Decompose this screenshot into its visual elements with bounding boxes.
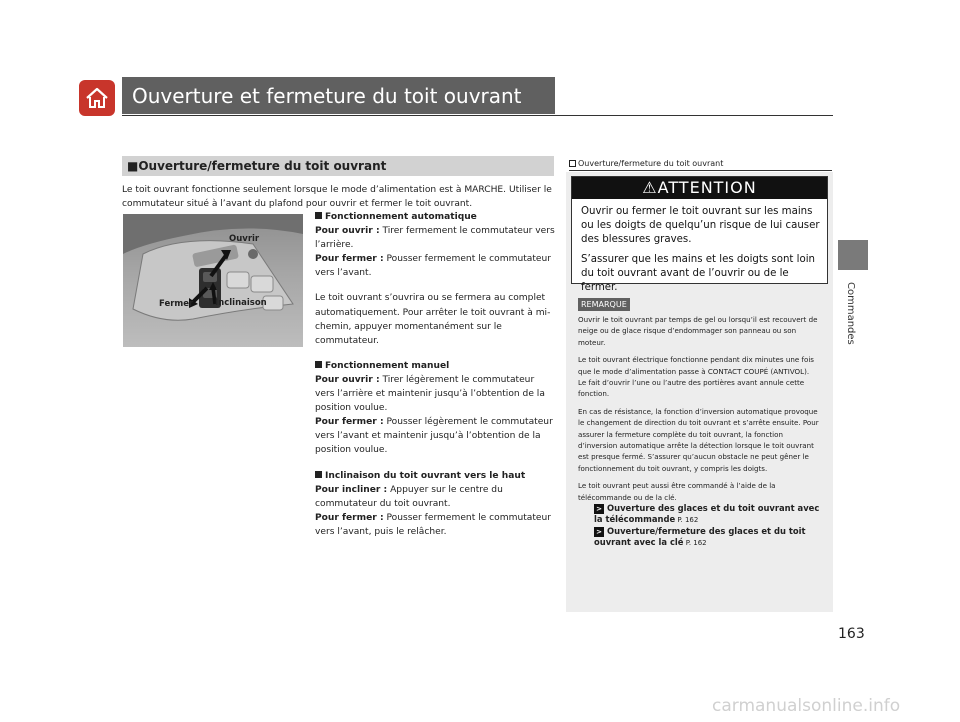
tilt-close-label: Pour fermer : (315, 512, 384, 523)
auto-close-label: Pour fermer : (315, 254, 384, 265)
auto-stop: Le toit ouvrant s’ouvrira ou se fermera au complet automatiquement. Pour arrêter le toit ouvrant à mi-chemin, appuyer momentanément sur le commutateur. (315, 293, 551, 346)
square-bullet-icon (315, 361, 322, 368)
warning-box (571, 176, 828, 293)
xref-remote[interactable] (578, 503, 824, 526)
square-bullet-icon (315, 212, 322, 219)
section-intro: Le toit ouvrant fonctionne seulement lorsque le mode d’alimentation est à MARCHE. Utiliser le commutateur situé à l’avant du plafond pour ouvrir et fermer le toit ouvrant. (122, 185, 552, 209)
home-icon (85, 87, 109, 109)
chapter-tab[interactable] (838, 240, 868, 270)
remark-paragraph-2a: Le toit ouvrant électrique fonctionne pendant dix minutes une fois que le mode d’alimentation passe à CONTACT COUPÉ (ANTIVOL). (578, 355, 814, 376)
remark-paragraph-3: En cas de résistance, la fonction d’inversion automatique provoque le changement de direction du toit ouvrant et s’arrête ensuite. Pour assurer la fermeture complète du toit ouvrant, la fonction d’inversion automatique arrête la détection lorsque le toit ouvrant est presque fermé. S’assurer qu’aucun obstacle ne peut gêner le fonctionnement du toit ouvrant, y compris les doigts. (578, 406, 819, 473)
warning-bar (572, 177, 827, 199)
label-close: Fermer (159, 299, 194, 309)
label-open: Ouvrir (229, 234, 260, 244)
note-header-text: Ouverture/fermeture du toit ouvrant (578, 159, 724, 168)
note-rule (569, 170, 832, 171)
auto-close (315, 252, 555, 280)
instructions-column (315, 210, 555, 539)
manual-open (315, 373, 555, 415)
title-rule (122, 115, 833, 116)
square-bullet-icon: ■ (127, 159, 139, 173)
note-header (569, 158, 832, 170)
xref-key-page: P. 162 (683, 539, 707, 548)
xref-key-text: Ouverture/fermeture des glaces et du toit ouvrant avec la clé (594, 526, 806, 548)
remark-tag: REMARQUE (578, 298, 630, 311)
manual-close-text: Pousser légèrement le commutateur vers l’avant et maintenir jusqu’à l’obtention de la position voulue. (315, 417, 553, 456)
tilt-close (315, 511, 555, 539)
auto-open-text: Tirer fermement le commutateur vers l’arrière. (315, 226, 555, 251)
manual-title (315, 359, 555, 373)
warning-paragraph-2: S’assurer que les mains et les doigts sont loin du toit ouvrant avant de l’ouvrir ou de le fermer. (581, 254, 816, 293)
chapter-label: Commandes (845, 282, 856, 345)
sunroof-switch-photo (123, 214, 303, 347)
square-bullet-icon (315, 471, 322, 478)
tilt-close-text: Pousser fermement le commutateur vers l’avant, puis le relâcher. (315, 512, 552, 537)
page-number: 163 (838, 626, 865, 642)
tilt-up-label: Pour incliner : (315, 484, 388, 495)
label-tilt: Inclinaison (215, 298, 267, 308)
arrow-right-icon: > (594, 504, 604, 514)
warning-paragraph-1: Ouvrir ou fermer le toit ouvrant sur les mains ou les doigts de quelqu’un risque de lui causer des blessures graves. (581, 206, 820, 245)
tilt-title (315, 469, 555, 483)
auto-close-text: Pousser fermement le commutateur vers l’avant. (315, 254, 552, 279)
switch-illustration (123, 214, 303, 347)
watermark: carmanualsonline.info (712, 696, 901, 716)
auto-open (315, 224, 555, 252)
section-heading-text: Ouverture/fermeture du toit ouvrant (138, 159, 387, 173)
manual-open-text: Tirer légèrement le commutateur vers l’arrière et maintenir jusqu’à l’obtention de la position voulue. (315, 374, 545, 414)
auto-title (315, 210, 555, 224)
remark-text (578, 314, 824, 549)
section-heading (122, 156, 554, 176)
remark-paragraph-4: Le toit ouvrant peut aussi être commandé à l’aide de la télécommande ou de la clé. (578, 481, 776, 502)
manual-open-label: Pour ouvrir : (315, 374, 380, 385)
remark-paragraph-2b: Le fait d’ouvrir l’une ou l’autre des portières avant annule cette fonction. (578, 378, 805, 399)
tilt-title-text: Inclinaison du toit ouvrant vers le haut (325, 470, 526, 481)
page-title: Ouverture et fermeture du toit ouvrant (132, 84, 522, 108)
arrow-right-icon: > (594, 527, 604, 537)
xref-key[interactable] (578, 526, 824, 549)
manual-close (315, 415, 555, 457)
manual-title-text: Fonctionnement manuel (325, 360, 450, 371)
xref-remote-text: Ouverture des glaces et du toit ouvrant avec la télécommande (594, 503, 820, 525)
remark-paragraph-1: Ouvrir le toit ouvrant par temps de gel ou lorsqu’il est recouvert de neige ou de glace risque d’endommager son panneau ou son moteur. (578, 315, 818, 347)
warning-triangle-icon: ⚠ (642, 178, 658, 197)
warning-text (581, 205, 821, 295)
auto-open-label: Pour ouvrir : (315, 226, 380, 237)
reference-icon (569, 160, 576, 167)
xref-remote-page: P. 162 (675, 516, 699, 525)
manual-close-label: Pour fermer : (315, 417, 384, 428)
tilt-up (315, 483, 555, 511)
tilt-up-text: Appuyer sur le centre du commutateur du toit ouvrant. (315, 484, 503, 509)
auto-title-text: Fonctionnement automatique (325, 212, 477, 222)
home-button[interactable] (79, 80, 115, 116)
warning-title: ATTENTION (657, 178, 757, 197)
